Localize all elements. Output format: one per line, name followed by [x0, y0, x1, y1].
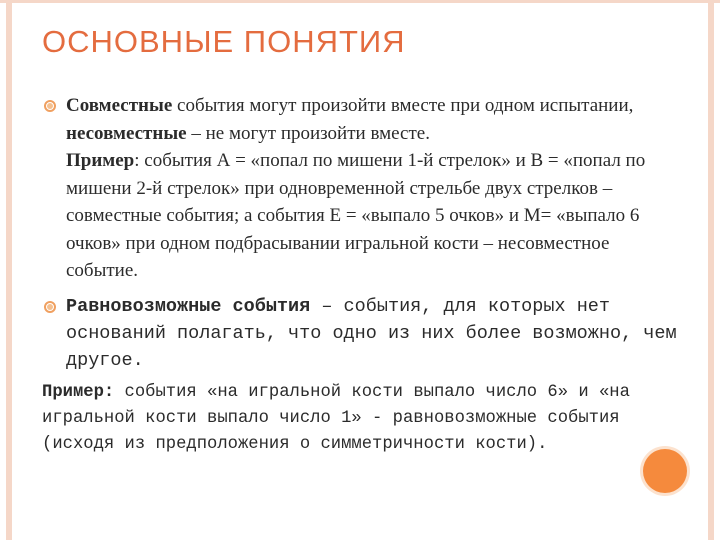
example-label: Пример [66, 150, 135, 171]
term-incompatible: несовместные [66, 122, 187, 144]
term-joint: Совместные [66, 95, 173, 116]
bullet-item-joint-events [44, 92, 684, 285]
text-segment: – не могут произойти вместе. [186, 122, 430, 144]
text-segment: события могут произойти вместе при одном испытании, [172, 95, 634, 116]
example-paragraph [42, 380, 684, 458]
example-label: Пример: [42, 382, 115, 402]
left-border-stripe [6, 0, 12, 540]
bullet-icon [44, 100, 56, 112]
slide-title: ОСНОВНЫЕ ПОНЯТИЯ [42, 24, 406, 59]
text-segment: события «на игральной кости выпало число 6» и «на игральной кости выпало число 1» - равновозможные события (исходя из предположения о симметричности кости). [42, 382, 630, 454]
right-border-stripe [708, 0, 714, 540]
text-segment: : события А = «попал по мишени 1-й стрелок» и В = «попал по мишени 2-й стрелок» при одновременной стрельбе двух стрелков – совместные события; а события Е = «выпало 5 очков» и М= «выпало 6 очков» при одном подбрасывании игральной кости – несовместное событие. [66, 150, 646, 281]
text-segment: – события, для которых нет оснований полагать, что одно из них более возможно, чем другое. [66, 295, 677, 371]
top-border [0, 0, 720, 3]
term-equiprobable: Равновозможные события [66, 295, 311, 317]
bullet-icon [44, 301, 56, 313]
slide-content [44, 92, 684, 458]
decorative-circle [643, 449, 687, 493]
bullet-item-equiprobable [44, 293, 684, 374]
